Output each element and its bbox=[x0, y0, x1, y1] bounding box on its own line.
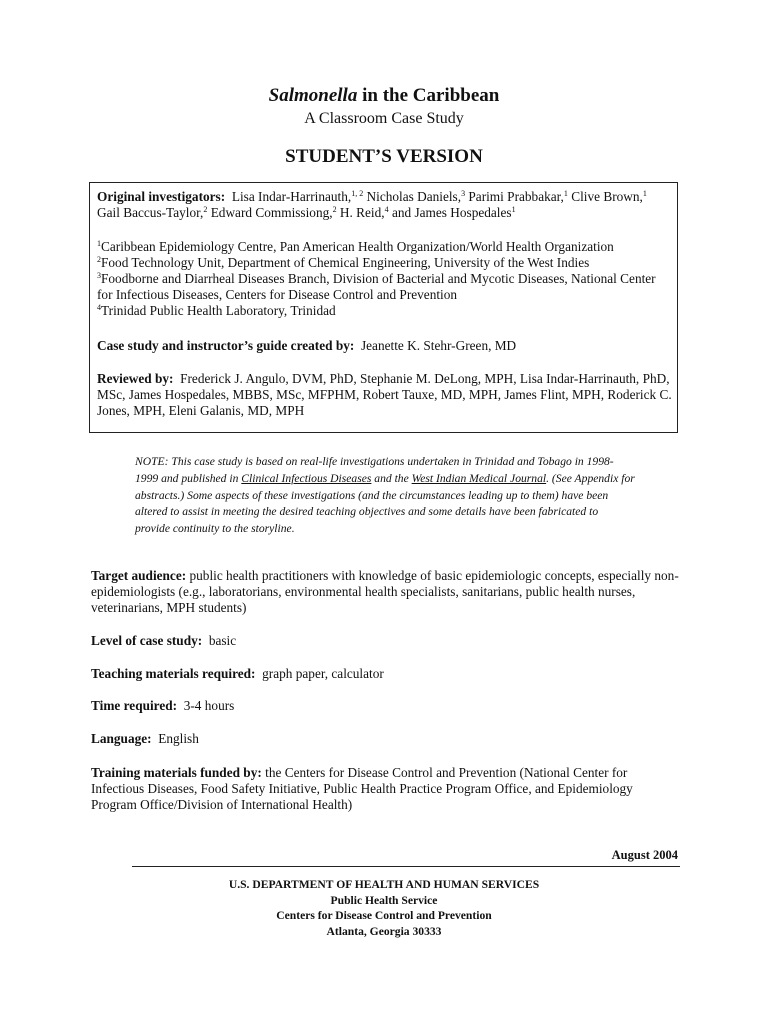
document-title bbox=[0, 85, 768, 107]
investigator-sup: 1 bbox=[642, 189, 647, 198]
investigator-sup: 1 bbox=[563, 189, 568, 198]
affiliation bbox=[97, 255, 589, 270]
affiliation-text: Caribbean Epidemiology Centre, Pan American Health Organization/World Health Organization bbox=[101, 239, 614, 254]
investigator-name: Clive Brown, bbox=[571, 189, 643, 204]
time-required bbox=[91, 698, 681, 714]
reviewed-by-paragraph bbox=[97, 371, 672, 419]
investigator-sup: 4 bbox=[384, 205, 389, 214]
created-by-paragraph bbox=[97, 338, 672, 354]
teaching-materials-label: Teaching materials required: bbox=[91, 666, 256, 681]
investigator-name: Lisa Indar-Harrinauth, bbox=[231, 189, 352, 204]
target-audience bbox=[91, 568, 681, 616]
created-by-label: Case study and instructor’s guide created by: bbox=[97, 338, 355, 353]
affiliation bbox=[97, 303, 336, 318]
target-audience-label: Target audience: bbox=[91, 568, 187, 583]
language-label: Language: bbox=[91, 731, 152, 746]
version-heading: STUDENT’S VERSION bbox=[285, 146, 483, 167]
affiliation-text: Trinidad Public Health Laboratory, Trinidad bbox=[101, 303, 336, 318]
note-text: NOTE: This case study is based on real-life investigations undertaken in Trinidad and Tobago in 1998-1999 and published in bbox=[135, 455, 614, 485]
teaching-materials-value: graph paper, calculator bbox=[262, 666, 384, 681]
footer-agency: Centers for Disease Control and Prevention bbox=[276, 909, 492, 922]
affiliation-sup: 3 bbox=[97, 271, 101, 280]
investigator-name: H. Reid, bbox=[339, 205, 385, 220]
document-subtitle: A Classroom Case Study bbox=[304, 110, 464, 127]
journal-link-cid: Clinical Infectious Diseases bbox=[241, 471, 372, 485]
funded-by-label: Training materials funded by: bbox=[91, 765, 262, 780]
investigator-sup: 1, 2 bbox=[351, 189, 364, 198]
investigator-sup: 3 bbox=[461, 189, 466, 198]
teaching-materials bbox=[91, 666, 681, 682]
investigator-sup: 1 bbox=[511, 205, 516, 214]
level bbox=[91, 633, 681, 649]
created-by-value: Jeanette K. Stehr-Green, MD bbox=[360, 338, 517, 353]
investigator-name: Gail Baccus-Taylor, bbox=[97, 205, 204, 220]
affiliation bbox=[97, 239, 614, 254]
reviewed-by-label: Reviewed by: bbox=[97, 371, 174, 386]
affiliation-sup: 2 bbox=[97, 255, 101, 264]
note-paragraph bbox=[135, 454, 635, 538]
funded-by-value: the Centers for Disease Control and Prevention (National Center for Infectious Diseases, Food Safety Initiative, Public Health Practice Program Office, and Epidemiology Program Office/Division of International Health) bbox=[91, 765, 633, 812]
investigators-paragraph bbox=[97, 189, 672, 221]
investigator-sup: 2 bbox=[203, 205, 208, 214]
reviewed-by-value: Frederick J. Angulo, DVM, PhD, Stephanie M. DeLong, MPH, Lisa Indar-Harrinauth, PhD, MSc, James Hospedales, MBBS, MSc, MFPHM, Robert Tauxe, MD, MPH, James Flint, MPH, Roderick C. Jones, MPH, Eleni Galanis, MD, MPH bbox=[97, 371, 672, 418]
affiliations-list bbox=[97, 239, 672, 319]
footer-department: U.S. DEPARTMENT OF HEALTH AND HUMAN SERVICES bbox=[228, 878, 540, 891]
language-value: English bbox=[158, 731, 199, 746]
footer-divider bbox=[132, 866, 680, 867]
investigator-name: Parimi Prabbakar, bbox=[468, 189, 564, 204]
footer-address: Atlanta, Georgia 30333 bbox=[326, 924, 442, 938]
funded-by bbox=[91, 765, 681, 813]
footer-block bbox=[0, 877, 768, 939]
footer-service: Public Health Service bbox=[330, 893, 438, 907]
language bbox=[91, 731, 681, 747]
investigator-name: and James Hospedales bbox=[391, 205, 512, 220]
level-value: basic bbox=[208, 633, 237, 648]
affiliation-sup: 4 bbox=[97, 303, 101, 312]
level-label: Level of case study: bbox=[91, 633, 203, 648]
time-required-label: Time required: bbox=[91, 698, 178, 713]
affiliation bbox=[97, 271, 656, 302]
affiliation-sup: 1 bbox=[97, 239, 101, 248]
journal-link-wimj: West Indian Medical Journal bbox=[411, 471, 547, 485]
title-rest: in the Caribbean bbox=[357, 85, 500, 106]
publication-date: August 2004 bbox=[611, 848, 678, 862]
investigator-name: Edward Commissiong, bbox=[210, 205, 333, 220]
affiliation-text: Food Technology Unit, Department of Chemical Engineering, University of the West Indies bbox=[101, 255, 590, 270]
investigator-name: Nicholas Daniels, bbox=[366, 189, 462, 204]
credits-box bbox=[89, 182, 678, 433]
time-required-value: 3-4 hours bbox=[183, 698, 235, 713]
investigators-label: Original investigators: bbox=[97, 189, 226, 204]
note-text: . (See Appendix for abstracts.) Some aspects of these investigations (and the circumstances leading up to them) have been altered to assist in meeting the desired teaching objectives and some details have been fabricated to provide continuity to the storyline. bbox=[135, 471, 635, 536]
investigator-sup: 2 bbox=[332, 205, 337, 214]
affiliation-text: Foodborne and Diarrheal Diseases Branch, Division of Bacterial and Mycotic Diseases, National Center for Infectious Diseases, Centers for Disease Control and Prevention bbox=[97, 271, 656, 302]
target-audience-value: public health practitioners with knowledge of basic epidemiologic concepts, especially non-epidemiologists (e.g., laboratorians, environmental health specialists, sanitarians, public health nurses, veterinarians, MPH students) bbox=[91, 568, 679, 615]
note-text: and the bbox=[371, 471, 412, 485]
title-italic: Salmonella bbox=[268, 85, 358, 106]
